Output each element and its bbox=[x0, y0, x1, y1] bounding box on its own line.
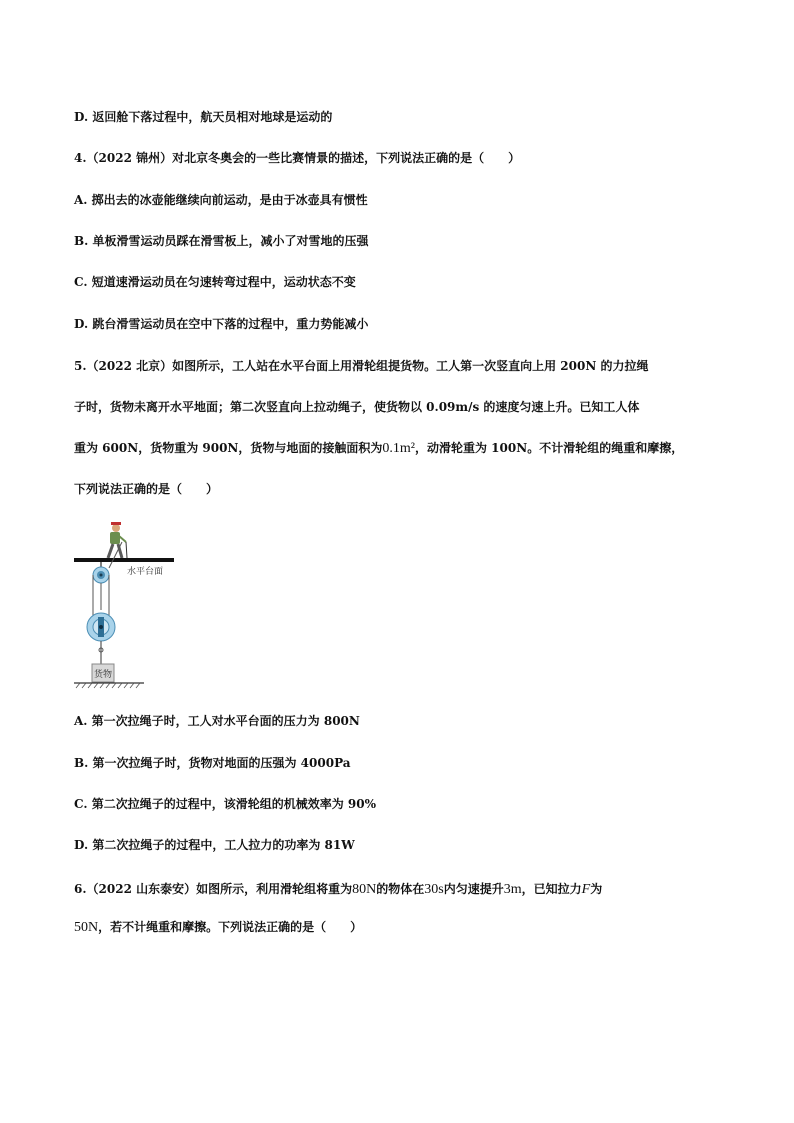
question-6-stem-line-2: 50N，若不计绳重和摩擦。下列说法正确的是（ ） bbox=[74, 920, 363, 935]
question-5-stem-line-2: 子时，货物未离开水平地面；第二次竖直向上拉动绳子，使货物以 0.09m/s 的速度匀速上升。已知工人体 bbox=[74, 400, 640, 414]
ground bbox=[74, 683, 144, 688]
question-4-option-d: D. 跳台滑雪运动员在空中下落的过程中，重力势能减小 bbox=[74, 317, 369, 331]
question-4-option-b: B. 单板滑雪运动员踩在滑雪板上，减小了对雪地的压强 bbox=[74, 234, 369, 248]
movable-pulley bbox=[87, 613, 115, 664]
question-5-stem-line-1: 5.（2022 北京）如图所示，工人站在水平台面上用滑轮组提货物。工人第一次竖直向上用 200N 的力拉绳 bbox=[74, 359, 649, 373]
cargo-label: 货物 bbox=[94, 669, 113, 679]
fixed-pulley bbox=[93, 562, 109, 583]
question-5-option-d: D. 第二次拉绳子的过程中，工人拉力的功率为 81W bbox=[74, 838, 355, 852]
platform-label: 水平台面 bbox=[127, 566, 164, 576]
area-value: 0.1m² bbox=[382, 441, 415, 456]
pulley-diagram bbox=[70, 520, 180, 692]
question-4-option-a: A. 掷出去的冰壶能继续向前运动，是由于冰壶具有惯性 bbox=[74, 193, 368, 207]
platform bbox=[74, 558, 174, 562]
option-d-previous: D. 返回舱下落过程中，航天员相对地球是运动的 bbox=[74, 110, 333, 124]
pulley-figure bbox=[70, 520, 180, 692]
question-4-stem: 4.（2022 锦州）对北京冬奥会的一些比赛情景的描述，下列说法正确的是（ ） bbox=[74, 151, 521, 165]
question-5-option-b: B. 第一次拉绳子时，货物对地面的压强为 4000Pa bbox=[74, 756, 351, 770]
question-5-stem-line-3: 重为 600N，货物重为 900N，货物与地面的接触面积为0.1m²，动滑轮重为 100N。不计滑轮组的绳重和摩擦， bbox=[74, 441, 684, 456]
question-5-stem-line-4: 下列说法正确的是（ ） bbox=[74, 482, 219, 496]
question-5-option-a: A. 第一次拉绳子时，工人对水平台面的压力为 800N bbox=[74, 714, 360, 728]
worker-icon bbox=[108, 522, 127, 558]
question-5-option-c: C. 第二次拉绳子的过程中，该滑轮组的机械效率为 90% bbox=[74, 797, 376, 811]
question-6-stem-line-1: 6.（2022 山东泰安）如图所示，利用滑轮组将重为80N的物体在30s内匀速提升3m，已知拉力F为 bbox=[74, 882, 603, 897]
question-4-option-c: C. 短道速滑运动员在匀速转弯过程中，运动状态不变 bbox=[74, 275, 356, 289]
